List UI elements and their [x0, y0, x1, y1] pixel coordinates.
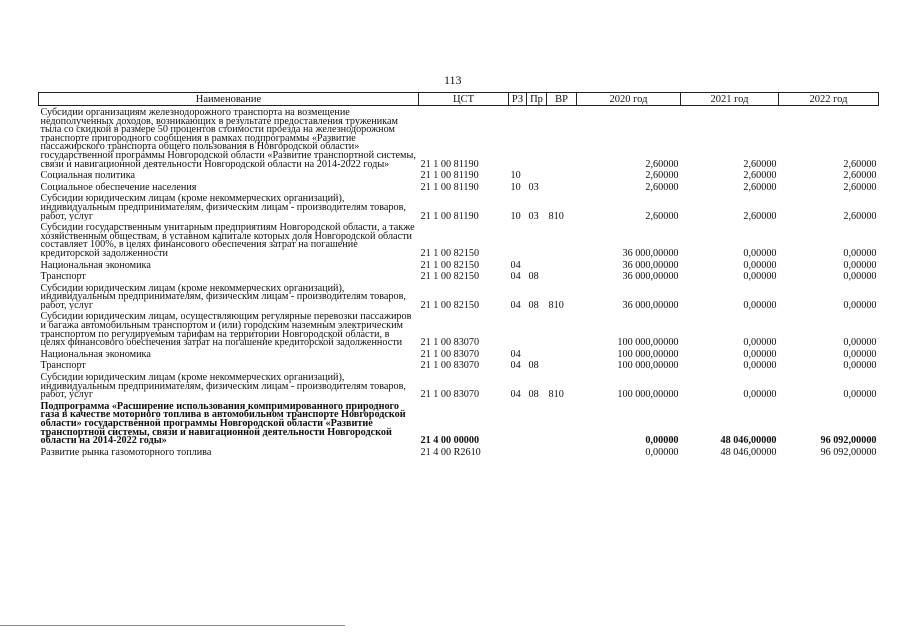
cell-2022: 0,00000	[843, 348, 877, 360]
header-2020: 2020 год	[577, 93, 681, 106]
cell-cst: 21 4 00 R2610	[420, 446, 481, 458]
cell-vr	[547, 359, 577, 371]
cell-2022: 96 092,00000	[820, 435, 877, 446]
header-name: Наименование	[39, 93, 419, 106]
table-row	[39, 192, 879, 221]
header-cst: ЦСТ	[419, 93, 509, 106]
cell-pr: 08	[528, 271, 539, 282]
table-row	[39, 282, 879, 311]
cell-rz	[509, 221, 527, 258]
cell-2020: 2,60000	[645, 181, 679, 193]
table-header-row	[39, 93, 879, 106]
cell-cst: 21 1 00 82150	[420, 299, 480, 311]
cell-pr	[527, 221, 547, 258]
cell-2020: 100 000,00000	[617, 360, 679, 372]
cell-cst: 21 1 00 83070	[420, 337, 480, 348]
cell-name: Национальная экономика	[40, 259, 151, 271]
cell-2021: 48 046,00000	[720, 446, 777, 458]
cell-2020: 36 000,00000	[622, 271, 679, 282]
cell-2020: 2,60000	[645, 210, 679, 222]
cell-pr	[527, 106, 547, 170]
cell-2021: 0,00000	[743, 271, 777, 282]
cell-rz: 10	[510, 181, 521, 193]
cell-2021: 0,00000	[743, 337, 777, 348]
cell-rz: 04	[510, 348, 521, 360]
cell-pr: 08	[528, 389, 539, 400]
cell-2021: 0,00000	[743, 247, 777, 259]
cell-rz: 04	[510, 360, 521, 372]
cell-2021: 0,00000	[743, 259, 777, 271]
cell-name: Транспорт	[40, 360, 86, 372]
cell-rz	[509, 106, 527, 170]
cell-cst: 21 4 00 00000	[420, 435, 480, 446]
cell-pr	[527, 169, 547, 181]
cell-2021: 0,00000	[743, 348, 777, 360]
header-2021: 2021 год	[681, 93, 779, 106]
cell-2021: 0,00000	[743, 360, 777, 372]
table-body	[39, 106, 879, 458]
cell-cst: 21 1 00 81190	[420, 210, 479, 222]
cell-vr: 810	[548, 299, 564, 311]
cell-vr	[547, 348, 577, 360]
table-row	[39, 270, 879, 282]
cell-pr: 03	[528, 210, 539, 222]
cell-rz: 04	[510, 389, 521, 400]
table-row	[39, 359, 879, 371]
cell-cst: 21 1 00 82150	[420, 271, 480, 282]
cell-2021: 2,60000	[743, 181, 777, 193]
cell-pr: 08	[528, 360, 539, 372]
cell-2022: 0,00000	[843, 337, 877, 348]
cell-2022: 0,00000	[843, 259, 877, 271]
table-row	[39, 259, 879, 271]
cell-pr	[527, 259, 547, 271]
cell-vr: 810	[548, 389, 564, 400]
cell-vr	[547, 181, 577, 193]
cell-name: Подпрограмма «Расширение использования компримированного природного газа в качестве моторного топлива в автомобильном транспорте Новгородской области» государственной программы Новгородской области «Развитие транспортной системы, связи и навигационной деятельности Новгородской области на 2014-2022 годы»	[40, 400, 406, 446]
cell-vr	[547, 400, 577, 446]
cell-2021: 2,60000	[743, 170, 777, 181]
cell-vr: 810	[548, 210, 564, 222]
cell-vr	[547, 270, 577, 282]
cell-pr	[527, 310, 547, 347]
table-row	[39, 169, 879, 181]
cell-2022: 0,00000	[843, 247, 877, 259]
cell-2021: 0,00000	[743, 389, 777, 400]
cell-vr	[547, 169, 577, 181]
cell-vr	[547, 446, 577, 458]
cell-2020: 2,60000	[645, 158, 679, 170]
cell-rz: 04	[510, 299, 521, 311]
cell-2020: 36 000,00000	[622, 299, 679, 311]
cell-name: Субсидии государственным унитарным предприятиям Новгородской области, а также хозяйственным обществам, в уставном капитале которых доля Новгородской области составляет 100%, в целях финансового обеспечения затрат на погашение кредиторской задолженности	[40, 222, 415, 259]
table-row	[39, 221, 879, 258]
page-number: 113	[444, 73, 462, 87]
cell-2022: 0,00000	[843, 299, 877, 311]
header-2022: 2022 год	[779, 93, 879, 106]
cell-cst: 21 1 00 81190	[420, 181, 479, 193]
cell-rz: 10	[510, 210, 521, 222]
cell-2020: 100 000,00000	[617, 337, 679, 348]
cell-2022: 0,00000	[843, 360, 877, 372]
cell-name: Субсидии юридическим лицам (кроме некоммерческих организаций), индивидуальным предпринимателям, физическим лицам - производителям товаров, работ, услуг	[40, 282, 406, 311]
cell-cst: 21 1 00 81190	[420, 158, 479, 170]
header-rz: РЗ	[509, 93, 527, 106]
cell-pr	[527, 446, 547, 458]
cell-name: Социальная политика	[40, 170, 136, 181]
cell-2022: 2,60000	[843, 181, 877, 193]
cell-2020: 0,00000	[645, 446, 679, 458]
table-row	[39, 181, 879, 193]
cell-cst: 21 1 00 83070	[420, 348, 480, 360]
cell-rz	[509, 446, 527, 458]
cell-name: Субсидии организациям железнодорожного транспорта на возмещение недополученных доходов, возникающих в результате предоставления труженикам тыла со скидкой в размере 50 процентов стоимости проезда на железнодорожном транспорте пригородного сообщения в рамках подпрограммы «Развитие пассажирского транспорта общего пользования в Новгородской области» государственной программы Новгородской области «Развитие транспортной системы, связи и навигационной деятельности Новгородской области на 2014-2022 годы»	[40, 107, 416, 170]
cell-2020: 100 000,00000	[617, 389, 679, 400]
cell-rz: 10	[510, 170, 521, 181]
cell-2022: 2,60000	[843, 170, 877, 181]
cell-cst: 21 1 00 83070	[420, 389, 480, 400]
cell-name: Субсидии юридическим лицам (кроме некоммерческих организаций), индивидуальным предпринимателям, физическим лицам - производителям товаров, работ, услуг	[40, 193, 406, 222]
cell-name: Национальная экономика	[40, 348, 151, 360]
budget-table	[38, 92, 879, 457]
cell-name: Субсидии юридическим лицам (кроме некоммерческих организаций), индивидуальным предпринимателям, физическим лицам - производителям товаров, работ, услуг	[40, 372, 406, 400]
cell-cst: 21 1 00 83070	[420, 360, 480, 372]
cell-name: Социальное обеспечение населения	[40, 181, 197, 193]
cell-2021: 2,60000	[743, 210, 777, 222]
header-pr: Пр	[527, 93, 547, 106]
cell-name: Субсидии юридическим лицам, осуществляющим регулярные перевозки пассажиров и багажа автомобильным транспортом и (или) городским наземным электрическим транспортом по регулируемым тарифам на территории Новгородской области, в целях финансового обеспечения затрат на погашение кредиторской задолженности	[40, 311, 412, 348]
cell-2022: 2,60000	[843, 158, 877, 170]
cell-2022: 96 092,00000	[820, 446, 877, 458]
table-row	[39, 348, 879, 360]
cell-name: Развитие рынка газомоторного топлива	[40, 446, 212, 458]
table-row	[39, 310, 879, 347]
cell-2022: 0,00000	[843, 389, 877, 400]
cell-vr	[547, 221, 577, 258]
cell-cst: 21 1 00 82150	[420, 259, 480, 271]
table-row	[39, 371, 879, 400]
cell-2021: 48 046,00000	[720, 435, 777, 446]
cell-cst: 21 1 00 82150	[420, 247, 480, 259]
table-row	[39, 106, 879, 170]
cell-pr	[527, 400, 547, 446]
cell-2022: 2,60000	[843, 210, 877, 222]
cell-name: Транспорт	[40, 271, 86, 282]
table-row	[39, 446, 879, 458]
cell-2021: 0,00000	[743, 299, 777, 311]
cell-vr	[547, 259, 577, 271]
cell-2020: 36 000,00000	[622, 259, 679, 271]
cell-vr	[547, 106, 577, 170]
cell-rz	[509, 400, 527, 446]
cell-2021: 2,60000	[743, 158, 777, 170]
cell-2020: 36 000,00000	[622, 247, 679, 259]
header-vr: ВР	[547, 93, 577, 106]
cell-vr	[547, 310, 577, 347]
footer-rule	[0, 625, 345, 626]
cell-cst: 21 1 00 81190	[420, 170, 479, 181]
cell-2020: 100 000,00000	[617, 348, 679, 360]
cell-rz: 04	[510, 259, 521, 271]
cell-pr: 03	[528, 181, 539, 193]
cell-pr	[527, 348, 547, 360]
cell-rz	[509, 310, 527, 347]
cell-2022: 0,00000	[843, 271, 877, 282]
table-row	[39, 400, 879, 446]
cell-rz: 04	[510, 271, 521, 282]
cell-2020: 2,60000	[645, 170, 679, 181]
cell-2020: 0,00000	[645, 435, 679, 446]
cell-pr: 08	[528, 299, 539, 311]
